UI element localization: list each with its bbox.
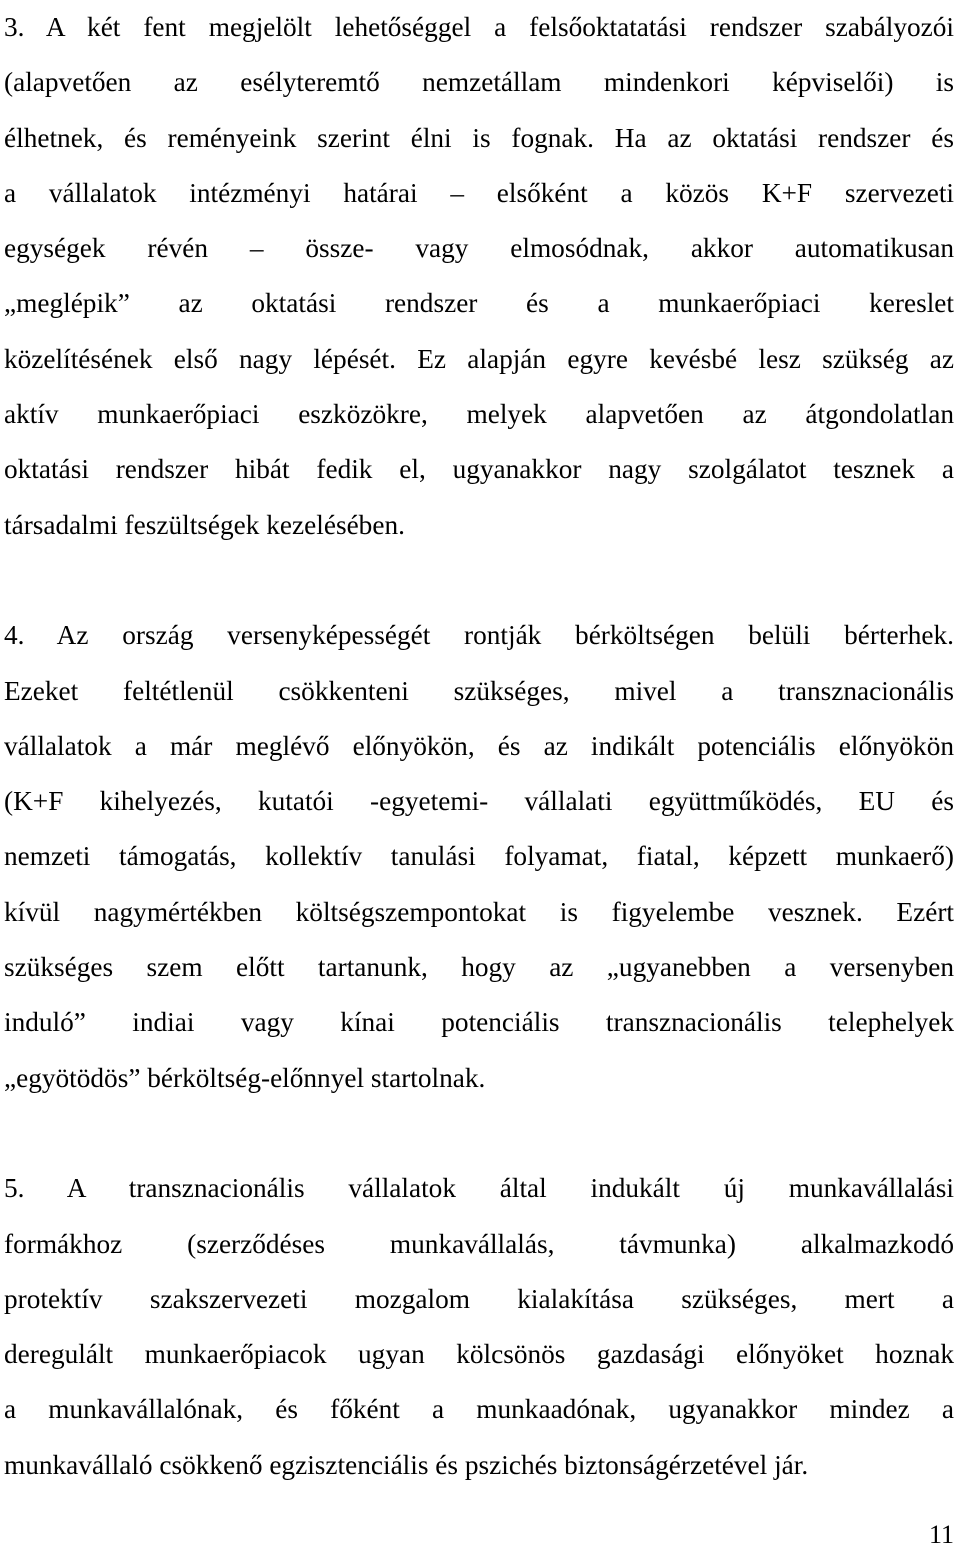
text-line: társadalmi feszültségek kezelésében. [4,509,405,540]
paragraph-3 [4,0,954,553]
paragraph-4 [4,608,954,1106]
paragraph-5 [4,1161,954,1493]
text-line: közelítésének első nagy lépését. Ez alapján egyre kevésbé lesz szükség az [4,343,954,374]
text-line: oktatási rendszer hibát fedik el, ugyanakkor nagy szolgálatot tesznek a [4,454,954,485]
text-line: 3. A két fent megjelölt lehetőséggel a felsőoktatatási rendszer szabályozói [4,12,954,42]
text-line: protektív szakszervezeti mozgalom kialakítása szükséges, mert a [4,1283,954,1314]
paragraph-gap [4,553,954,608]
page-number: 11 [928,1520,954,1549]
text-line: munkavállaló csökkenő egzisztenciális és pszichés biztonságérzetével jár. [4,1449,809,1480]
text-line: 4. Az ország versenyképességét rontják bérköltségen belüli bérterhek. [4,620,954,651]
text-line: formákhoz (szerződéses munkavállalás, távmunka) alkalmazkodó [4,1228,954,1259]
text-line: induló” indiai vagy kínai potenciális transznacionális telephelyek [4,1007,954,1038]
text-line: 5. A transznacionális vállalatok által indukált új munkavállalási [4,1173,954,1204]
text-line: a vállalatok intézményi határai – elsőként a közös K+F szervezeti [4,177,954,208]
text-line: Ezeket feltétlenül csökkenteni szükséges, mivel a transznacionális [4,675,954,706]
text-line: „egyötödös” bérköltség-előnnyel startolnak. [4,1062,486,1093]
text-line: a munkavállalónak, és főként a munkaadónak, ugyanakkor mindez a [4,1394,954,1425]
text-line: deregulált munkaerőpiacok ugyan kölcsönös gazdasági előnyöket hoznak [4,1339,954,1370]
text-line: nemzeti támogatás, kollektív tanulási folyamat, fiatal, képzett munkaerő) [4,841,954,872]
text-line: kívül nagymértékben költségszempontokat is figyelembe vesznek. Ezért [4,896,954,927]
text-line: „meglépik” az oktatási rendszer és a munkaerőpiaci kereslet [4,288,954,319]
text-line: vállalatok a már meglévő előnyökön, és az indikált potenciális előnyökön [4,730,954,761]
paragraph-gap [4,1106,954,1161]
text-line: szükséges szem előtt tartanunk, hogy az „ugyanebben a versenyben [4,952,954,983]
text-line: egységek révén – össze- vagy elmosódnak, akkor automatikusan [4,233,954,264]
text-line: (alapvetően az esélyteremtő nemzetállam mindenkori képviselői) is [4,67,954,98]
document-body [4,0,954,1493]
text-line: (K+F kihelyezés, kutatói -egyetemi- vállalati együttműködés, EU és [4,786,954,817]
text-line: élhetnek, és reményeink szerint élni is fognak. Ha az oktatási rendszer és [4,122,954,153]
text-line: aktív munkaerőpiaci eszközökre, melyek alapvetően az átgondolatlan [4,399,954,430]
